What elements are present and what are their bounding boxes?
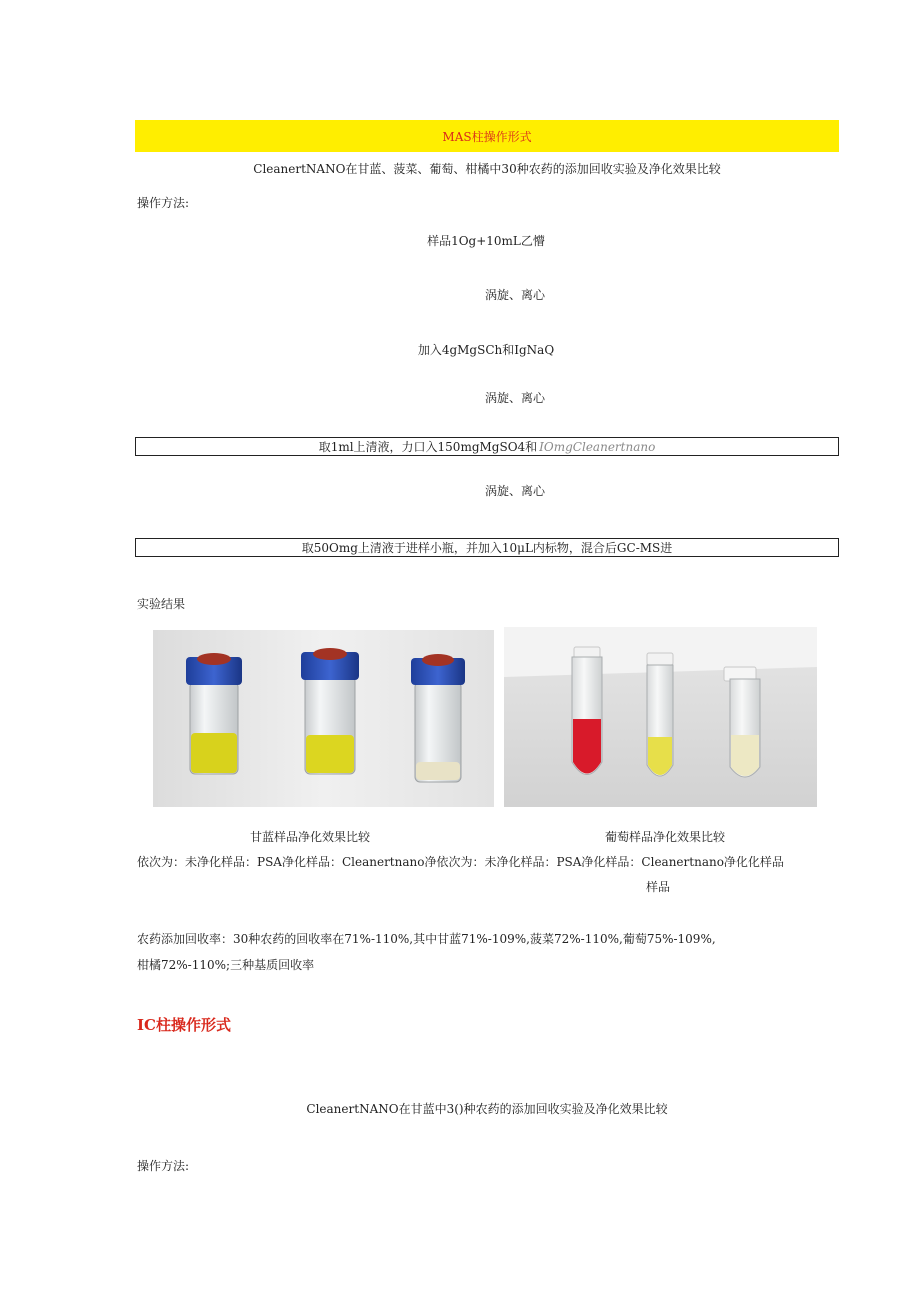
right-figure-caption: 葡萄样品净化效果比较 xyxy=(604,830,725,844)
sample-order-line-continued: 样品 xyxy=(646,880,671,894)
tube-unpurified xyxy=(572,647,602,775)
grape-tubes-photo xyxy=(504,627,817,807)
cabbage-vials-photo xyxy=(153,630,494,807)
boxed-step-2 xyxy=(135,538,839,557)
boxed-step-1-italic: IOmgCleanertnano xyxy=(539,439,656,454)
step-4: 涡旋、离心 xyxy=(484,391,545,405)
step-5: 涡旋、离心 xyxy=(484,484,545,498)
boxed-step-1-text: 取1ml上清液，力口入150mgMgSO4和 xyxy=(318,440,538,454)
banner-title: MAS柱操作形式 xyxy=(442,129,532,144)
left-figure-caption: 甘蓝样品净化效果比较 xyxy=(249,830,370,844)
section-2-subtitle: CleanertNANO在甘蓝中3()种农药的添加回收实验及净化效果比较 xyxy=(306,1102,668,1116)
vial-cleanertnano xyxy=(411,654,465,782)
experiment-subtitle: CleanertNANO在甘蓝、菠菜、葡萄、柑橘中30种农药的添加回收实验及净化效果比较 xyxy=(253,162,721,176)
method-label: 操作方法: xyxy=(137,196,190,210)
recovery-line-1: 农药添加回收率：30种农药的回收率在71%-110%,其中甘蓝71%-109%,菠菜72%-110%,葡萄75%-109%, xyxy=(137,932,716,946)
step-1: 样品1Og+10mL乙懵 xyxy=(427,234,545,248)
results-label: 实验结果 xyxy=(137,597,186,611)
boxed-step-2-text: 取50Omg上清液于进样小瓶，并加入10μL内标物，混合后GC-MS进 xyxy=(301,541,673,555)
tube-psa xyxy=(647,653,673,776)
step-2: 涡旋、离心 xyxy=(484,288,545,302)
boxed-step-1 xyxy=(135,437,839,456)
section-banner xyxy=(135,120,839,152)
step-3: 加入4gMgSCh和IgNaQ xyxy=(417,343,555,357)
recovery-line-2: 柑橘72%-110%;三种基质回收率 xyxy=(137,958,315,972)
vial-psa xyxy=(301,648,359,774)
section-2-method-label: 操作方法: xyxy=(137,1159,190,1173)
section-2-title: IC柱操作形式 xyxy=(137,1016,231,1034)
vial-unpurified xyxy=(186,653,242,774)
sample-order-line: 依次为：未净化样品：PSA净化样品：Cleanertnano净依次为：未净化样品：PSA净化样品：Cleanertnano净化化样品 xyxy=(137,855,784,869)
